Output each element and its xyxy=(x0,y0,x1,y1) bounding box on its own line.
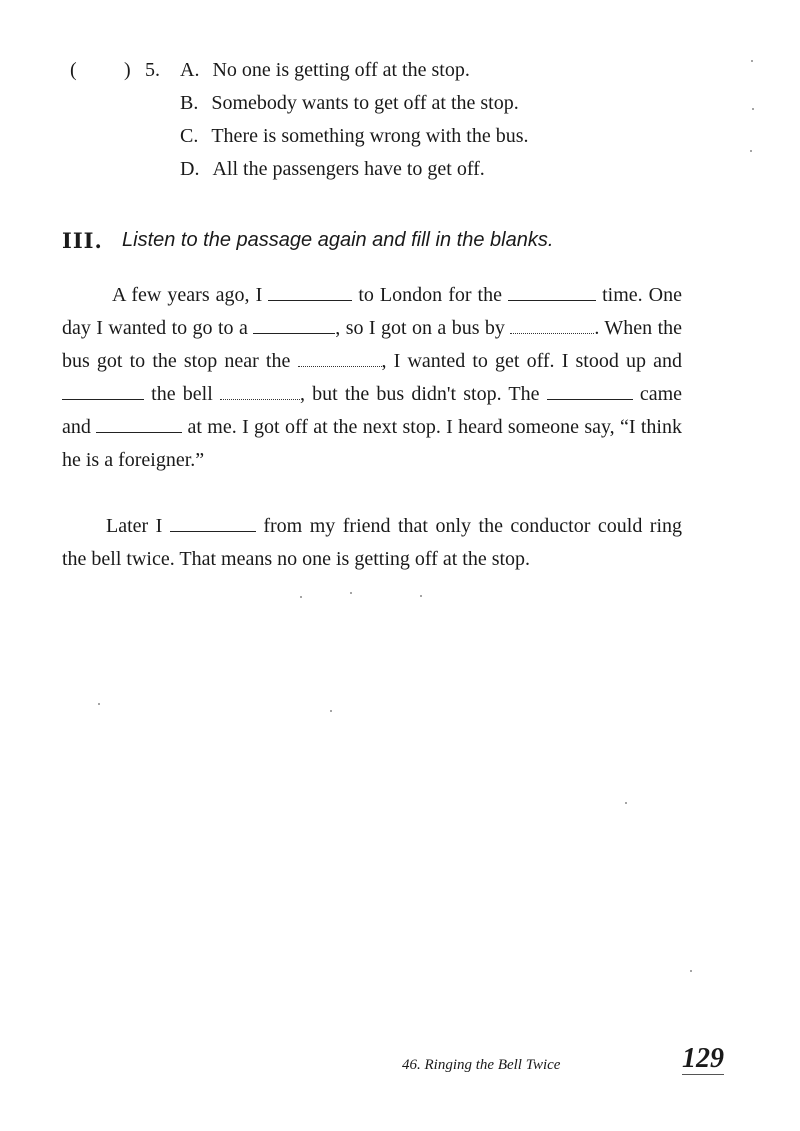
blank-6[interactable] xyxy=(62,378,144,400)
option-a xyxy=(180,59,470,82)
chapter-title: 46. Ringing the Bell Twice xyxy=(402,1057,561,1073)
blank-4[interactable] xyxy=(510,312,594,334)
passage-text: at me. I got off at the next stop. I heard someone say, “I think he is a foreigner.” xyxy=(62,416,682,471)
section-instruction: Listen to the passage again and fill in the blanks. xyxy=(122,229,554,251)
passage-text: came and xyxy=(62,383,683,438)
passage-text: , so I got on a bus by xyxy=(335,317,505,339)
answer-bracket-close: ) xyxy=(124,59,131,81)
passage-text: the bell xyxy=(151,383,213,405)
blank-1[interactable] xyxy=(268,279,352,301)
passage-text: . When the bus got to the stop near the xyxy=(62,317,683,372)
option-c xyxy=(180,125,529,148)
option-text: Somebody wants to get off at the stop. xyxy=(211,92,519,114)
blank-5[interactable] xyxy=(298,345,382,367)
passage-text: A few years ago, I xyxy=(112,284,263,306)
option-letter: A. xyxy=(180,59,200,81)
passage-paragraph-1 xyxy=(62,279,682,477)
option-text: All the passengers have to get off. xyxy=(212,158,485,180)
answer-bracket-open: ( xyxy=(70,59,77,81)
passage-paragraph-2 xyxy=(62,510,682,576)
blank-9[interactable] xyxy=(96,411,182,433)
passage-text: to London for the xyxy=(358,284,502,306)
question-number: 5. xyxy=(145,59,160,81)
section-numeral: III. xyxy=(62,228,103,253)
passage-text: Later I xyxy=(106,515,163,537)
passage-text: from my friend that only the conductor could ring the bell twice. That means no one is getting off at the stop. xyxy=(62,515,683,570)
blank-3[interactable] xyxy=(253,312,335,334)
passage-text: , I wanted to get off. I stood up and xyxy=(381,350,682,372)
option-letter: C. xyxy=(180,125,199,147)
blank-7[interactable] xyxy=(220,378,300,400)
option-b xyxy=(180,92,519,115)
blank-2[interactable] xyxy=(508,279,596,301)
option-d xyxy=(180,158,485,181)
passage-text: , but the bus didn't stop. The xyxy=(299,383,540,405)
page-number: 129 xyxy=(682,1043,724,1074)
option-letter: B. xyxy=(180,92,199,114)
option-text: There is something wrong with the bus. xyxy=(211,125,529,147)
option-text: No one is getting off at the stop. xyxy=(212,59,470,81)
blank-8[interactable] xyxy=(547,378,633,400)
blank-10[interactable] xyxy=(170,510,256,532)
option-letter: D. xyxy=(180,158,200,180)
passage-text: time. One day I wanted to go to a xyxy=(62,284,683,339)
